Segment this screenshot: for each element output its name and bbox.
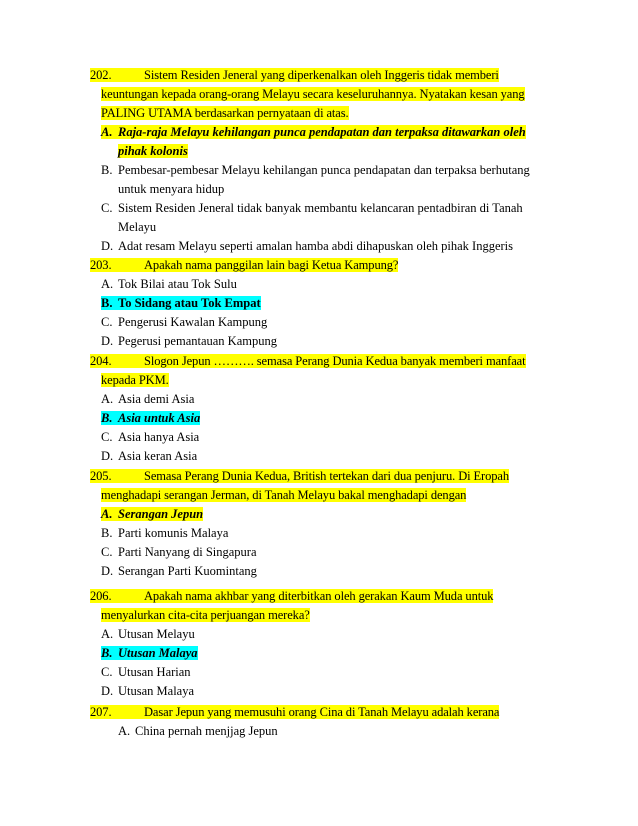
question-text: PALING UTAMA berdasarkan pernyataan di atas. (101, 106, 349, 120)
question-text: keuntungan kepada orang-orang Melayu secara keseluruhannya. Nyatakan kesan yang (101, 87, 525, 101)
option-c: C. Parti Nanyang di Singapura (101, 545, 257, 559)
option-a: A. Tok Bilai atau Tok Sulu (101, 277, 237, 291)
option-c: C. Sistem Residen Jeneral tidak banyak membantu kelancaran pentadbiran di Tanah (101, 201, 523, 215)
question-text: 203. Apakah nama panggilan lain bagi Ketua Kampung? (90, 258, 398, 272)
option-b: B. Utusan Malaya (101, 646, 198, 660)
option-d: D. Adat resam Melayu seperti amalan hamba abdi dihapuskan oleh pihak Inggeris (101, 239, 514, 253)
question-text: kepada PKM. (101, 373, 169, 387)
question-text: 202. Sistem Residen Jeneral yang diperkenalkan oleh Inggeris tidak memberi (90, 68, 499, 82)
option-c: C. Pengerusi Kawalan Kampung (101, 315, 268, 329)
question-205 (90, 467, 550, 581)
option-b: B. Pembesar-pembesar Melayu kehilangan punca pendapatan dan terpaksa berhutang (101, 163, 530, 177)
option-a: A. Asia demi Asia (101, 392, 195, 406)
question-number: 203. (90, 258, 112, 272)
question-204 (90, 352, 550, 466)
option-b: B. Asia untuk Asia (101, 411, 201, 425)
option-c: C. Utusan Harian (101, 665, 191, 679)
question-203 (90, 256, 550, 351)
question-number: 202. (90, 68, 112, 82)
question-text: 204. Slogon Jepun ………. semasa Perang Dunia Kedua banyak memberi manfaat (90, 354, 526, 368)
option-a: A. Raja-raja Melayu kehilangan punca pendapatan dan terpaksa ditawarkan oleh (101, 125, 526, 139)
question-text: menghadapi serangan Jerman, di Tanah Melayu bakal menghadapi dengan (101, 488, 467, 502)
option-a: A. Serangan Jepun (101, 507, 204, 521)
question-206 (90, 587, 550, 701)
question-number: 204. (90, 354, 112, 368)
question-number: 207. (90, 705, 112, 719)
question-207 (90, 703, 550, 741)
option-d: D. Pegerusi pemantauan Kampung (101, 334, 277, 348)
question-number: 206. (90, 589, 112, 603)
question-text: 206. Apakah nama akhbar yang diterbitkan oleh gerakan Kaum Muda untuk (90, 589, 493, 603)
question-text: 205. Semasa Perang Dunia Kedua, British tertekan dari dua penjuru. Di Eropah (90, 469, 509, 483)
option-d: D. Asia keran Asia (101, 449, 198, 463)
question-text: menyalurkan cita-cita perjuangan mereka? (101, 608, 310, 622)
option-b: B. Parti komunis Malaya (101, 526, 229, 540)
question-202: 202. Sistem Residen Jeneral yang diperkenalkan oleh Inggeris tidak memberi keuntungan kepada orang-orang Melayu secara keseluruhannya. Nyatakan kesan yang PALING UTAMA berdasarkan pernyataan di atas. A. Raja-raja Melayu kehilangan punca pendapatan dan terpaksa ditawarkan oleh pihak kolonis B. Pembesar-pembesar Melayu kehilangan punca pendapatan dan terpaksa berhutang untuk menyara hidup C. Sistem Residen Jeneral tidak banyak membantu kelancaran pentadbiran di Tanah Melayu D. Adat resam Melayu seperti amalan hamba abdi dihapuskan oleh pihak Inggeris (90, 66, 550, 256)
option-d: D. Serangan Parti Kuomintang (101, 564, 257, 578)
option-c: C. Asia hanya Asia (101, 430, 200, 444)
option-b: B. To Sidang atau Tok Empat (101, 296, 261, 310)
question-number: 205. (90, 469, 112, 483)
question-text: 207. Dasar Jepun yang memusuhi orang Cina di Tanah Melayu adalah kerana (90, 705, 499, 719)
option-d: D. Utusan Malaya (101, 684, 195, 698)
option-a: A. China pernah menjjag Jepun (118, 724, 278, 738)
option-a: A. Utusan Melayu (101, 627, 195, 641)
